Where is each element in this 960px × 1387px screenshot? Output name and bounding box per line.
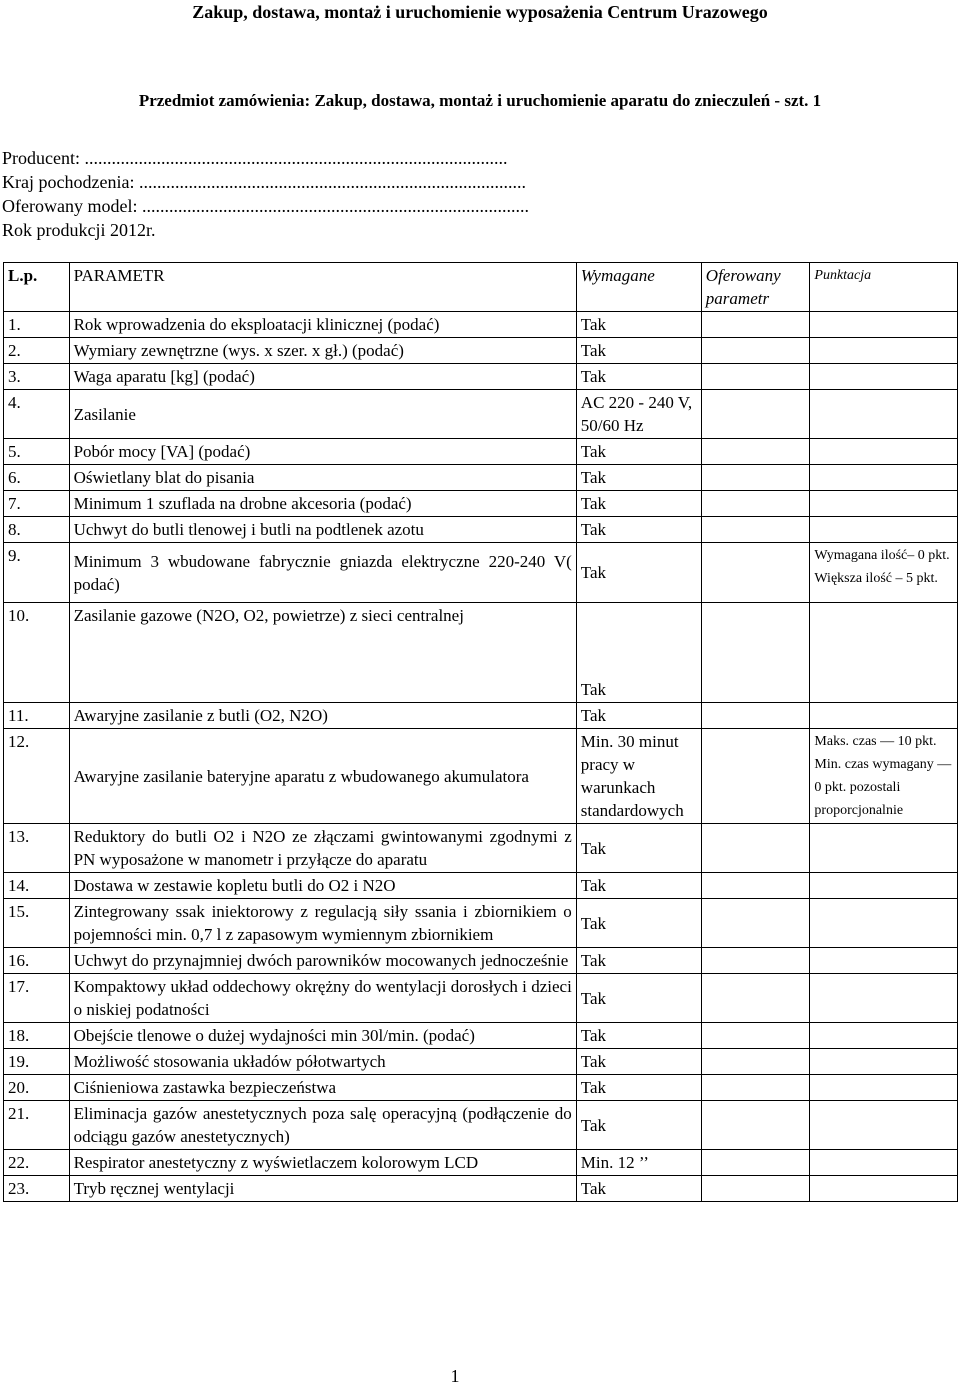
row-required: Tak xyxy=(576,899,701,948)
row-parameter: Zasilanie xyxy=(69,390,576,439)
page-number: 1 xyxy=(450,1366,460,1386)
order-subject: Przedmiot zamówienia: Zakup, dostawa, montaż i uruchomienie aparatu do znieczuleń - szt. 1 xyxy=(138,91,822,110)
row-points xyxy=(810,465,958,491)
row-number: 6. xyxy=(4,465,70,491)
row-offered xyxy=(701,1023,810,1049)
table-row xyxy=(4,1075,958,1101)
row-number: 17. xyxy=(4,974,70,1023)
row-number: 23. xyxy=(4,1176,70,1202)
row-number: 1. xyxy=(4,312,70,338)
row-number: 5. xyxy=(4,439,70,465)
row-offered xyxy=(701,364,810,390)
row-required: Tak xyxy=(576,364,701,390)
table-row xyxy=(4,1049,958,1075)
row-required: Tak xyxy=(576,543,701,603)
row-parameter: Oświetlany blat do pisania xyxy=(69,465,576,491)
row-offered xyxy=(701,338,810,364)
header-parameter: PARAMETR xyxy=(69,263,576,312)
row-required: Tak xyxy=(576,603,701,703)
table-row xyxy=(4,1176,958,1202)
row-parameter: Rok wprowadzenia do eksploatacji klinicznej (podać) xyxy=(69,312,576,338)
table-row xyxy=(4,948,958,974)
row-points xyxy=(810,491,958,517)
row-parameter: Awaryjne zasilanie bateryjne aparatu z wbudowanego akumulatora xyxy=(69,729,576,824)
table-header-row xyxy=(4,263,958,312)
row-parameter: Ciśnieniowa zastawka bezpieczeństwa xyxy=(69,1075,576,1101)
document-header-title: Zakup, dostawa, montaż i uruchomienie wyposażenia Centrum Urazowego xyxy=(192,2,768,22)
row-number: 10. xyxy=(4,603,70,703)
producer-line: Producent: .............................................................................................. xyxy=(2,148,508,168)
row-points xyxy=(810,1176,958,1202)
row-offered xyxy=(701,603,810,703)
table-row xyxy=(4,729,958,824)
row-points xyxy=(810,703,958,729)
row-required: Tak xyxy=(576,439,701,465)
row-required: AC 220 - 240 V, 50/60 Hz xyxy=(576,390,701,439)
specification-table xyxy=(3,262,958,1202)
row-parameter: Tryb ręcznej wentylacji xyxy=(69,1176,576,1202)
row-number: 4. xyxy=(4,390,70,439)
table-row xyxy=(4,1023,958,1049)
row-parameter: Dostawa w zestawie kopletu butli do O2 i N2O xyxy=(69,873,576,899)
row-required: Tak xyxy=(576,491,701,517)
row-points xyxy=(810,1023,958,1049)
row-points xyxy=(810,974,958,1023)
offered-model-line: Oferowany model: ...................................................................................... xyxy=(2,196,529,216)
row-number: 13. xyxy=(4,824,70,873)
row-required: Tak xyxy=(576,1101,701,1150)
table-row xyxy=(4,543,958,603)
row-offered xyxy=(701,312,810,338)
row-required: Tak xyxy=(576,873,701,899)
row-offered xyxy=(701,873,810,899)
row-parameter: Obejście tlenowe o dużej wydajności min 30l/min. (podać) xyxy=(69,1023,576,1049)
country-of-origin-line: Kraj pochodzenia: ...................................................................................... xyxy=(2,172,526,192)
row-number: 19. xyxy=(4,1049,70,1075)
row-points xyxy=(810,899,958,948)
header-offered: Oferowany parametr xyxy=(701,263,810,312)
specification-table-body xyxy=(4,312,958,1202)
table-row xyxy=(4,1150,958,1176)
table-row xyxy=(4,390,958,439)
row-number: 16. xyxy=(4,948,70,974)
row-parameter: Waga aparatu [kg] (podać) xyxy=(69,364,576,390)
row-number: 8. xyxy=(4,517,70,543)
row-parameter: Zasilanie gazowe (N2O, O2, powietrze) z sieci centralnej xyxy=(69,603,576,703)
row-offered xyxy=(701,543,810,603)
row-parameter: Zintegrowany ssak iniektorowy z regulacją siły ssania i zbiornikiem o pojemności min. 0,7 l z zapasowym wymiennym zbiornikiem xyxy=(69,899,576,948)
table-row xyxy=(4,312,958,338)
row-points xyxy=(810,439,958,465)
table-row xyxy=(4,974,958,1023)
row-points: Maks. czas — 10 pkt. Min. czas wymagany — 0 pkt. pozostali proporcjonalnie xyxy=(810,729,958,824)
row-number: 2. xyxy=(4,338,70,364)
row-number: 14. xyxy=(4,873,70,899)
row-offered xyxy=(701,465,810,491)
table-row xyxy=(4,465,958,491)
row-points xyxy=(810,364,958,390)
row-number: 3. xyxy=(4,364,70,390)
table-row xyxy=(4,439,958,465)
production-year-line: Rok produkcji 2012r. xyxy=(2,220,156,240)
header-lp: L.p. xyxy=(4,263,70,312)
row-required: Tak xyxy=(576,312,701,338)
row-required: Min. 12 ’’ xyxy=(576,1150,701,1176)
row-parameter: Możliwość stosowania układów półotwartych xyxy=(69,1049,576,1075)
row-parameter: Respirator anestetyczny z wyświetlaczem kolorowym LCD xyxy=(69,1150,576,1176)
table-row xyxy=(4,899,958,948)
table-row xyxy=(4,824,958,873)
row-offered xyxy=(701,729,810,824)
row-points xyxy=(810,824,958,873)
row-parameter: Reduktory do butli O2 i N2O ze złączami gwintowanymi zgodnymi z PN wyposażone w manometr i przyłącze do aparatu xyxy=(69,824,576,873)
row-offered xyxy=(701,517,810,543)
row-parameter: Wymiary zewnętrzne (wys. x szer. x gł.) (podać) xyxy=(69,338,576,364)
row-offered xyxy=(701,1075,810,1101)
row-required: Tak xyxy=(576,338,701,364)
row-points xyxy=(810,1049,958,1075)
row-points xyxy=(810,312,958,338)
table-row xyxy=(4,603,958,703)
product-info-block xyxy=(2,146,529,242)
row-parameter: Awaryjne zasilanie z butli (O2, N2O) xyxy=(69,703,576,729)
row-required: Tak xyxy=(576,465,701,491)
table-row xyxy=(4,1101,958,1150)
row-points xyxy=(810,517,958,543)
row-number: 7. xyxy=(4,491,70,517)
row-points xyxy=(810,1101,958,1150)
row-points xyxy=(810,873,958,899)
row-offered xyxy=(701,703,810,729)
row-offered xyxy=(701,1150,810,1176)
row-number: 9. xyxy=(4,543,70,603)
row-parameter: Eliminacja gazów anestetycznych poza salę operacyjną (podłączenie do odciągu gazów anestetycznych) xyxy=(69,1101,576,1150)
row-number: 11. xyxy=(4,703,70,729)
row-offered xyxy=(701,1049,810,1075)
row-offered xyxy=(701,439,810,465)
row-parameter: Uchwyt do butli tlenowej i butli na podtlenek azotu xyxy=(69,517,576,543)
header-required: Wymagane xyxy=(576,263,701,312)
row-parameter: Pobór mocy [VA] (podać) xyxy=(69,439,576,465)
row-required: Tak xyxy=(576,1075,701,1101)
table-row xyxy=(4,364,958,390)
row-offered xyxy=(701,974,810,1023)
row-offered xyxy=(701,824,810,873)
table-row xyxy=(4,873,958,899)
row-points: Wymagana ilość– 0 pkt. Większa ilość – 5 pkt. xyxy=(810,543,958,603)
row-number: 15. xyxy=(4,899,70,948)
row-parameter: Uchwyt do przynajmniej dwóch parowników mocowanych jednocześnie xyxy=(69,948,576,974)
row-number: 21. xyxy=(4,1101,70,1150)
row-points xyxy=(810,603,958,703)
row-points xyxy=(810,1150,958,1176)
row-offered xyxy=(701,1176,810,1202)
table-row xyxy=(4,703,958,729)
row-points xyxy=(810,390,958,439)
row-required: Tak xyxy=(576,1176,701,1202)
row-points xyxy=(810,338,958,364)
row-parameter: Minimum 1 szuflada na drobne akcesoria (podać) xyxy=(69,491,576,517)
row-required: Tak xyxy=(576,948,701,974)
row-required: Tak xyxy=(576,517,701,543)
row-number: 18. xyxy=(4,1023,70,1049)
row-required: Min. 30 minut pracy w warunkach standardowych xyxy=(576,729,701,824)
row-offered xyxy=(701,1101,810,1150)
row-offered xyxy=(701,491,810,517)
row-points xyxy=(810,948,958,974)
row-parameter: Minimum 3 wbudowane fabrycznie gniazda elektryczne 220-240 V( podać) xyxy=(69,543,576,603)
row-number: 20. xyxy=(4,1075,70,1101)
row-offered xyxy=(701,390,810,439)
row-required: Tak xyxy=(576,824,701,873)
row-required: Tak xyxy=(576,974,701,1023)
row-points xyxy=(810,1075,958,1101)
row-number: 12. xyxy=(4,729,70,824)
row-required: Tak xyxy=(576,1023,701,1049)
row-number: 22. xyxy=(4,1150,70,1176)
row-required: Tak xyxy=(576,703,701,729)
table-row xyxy=(4,338,958,364)
row-required: Tak xyxy=(576,1049,701,1075)
table-row xyxy=(4,517,958,543)
row-offered xyxy=(701,899,810,948)
table-row xyxy=(4,491,958,517)
row-offered xyxy=(701,948,810,974)
header-points: Punktacja xyxy=(810,263,958,312)
row-parameter: Kompaktowy układ oddechowy okrężny do wentylacji dorosłych i dzieci o niskiej podatności xyxy=(69,974,576,1023)
